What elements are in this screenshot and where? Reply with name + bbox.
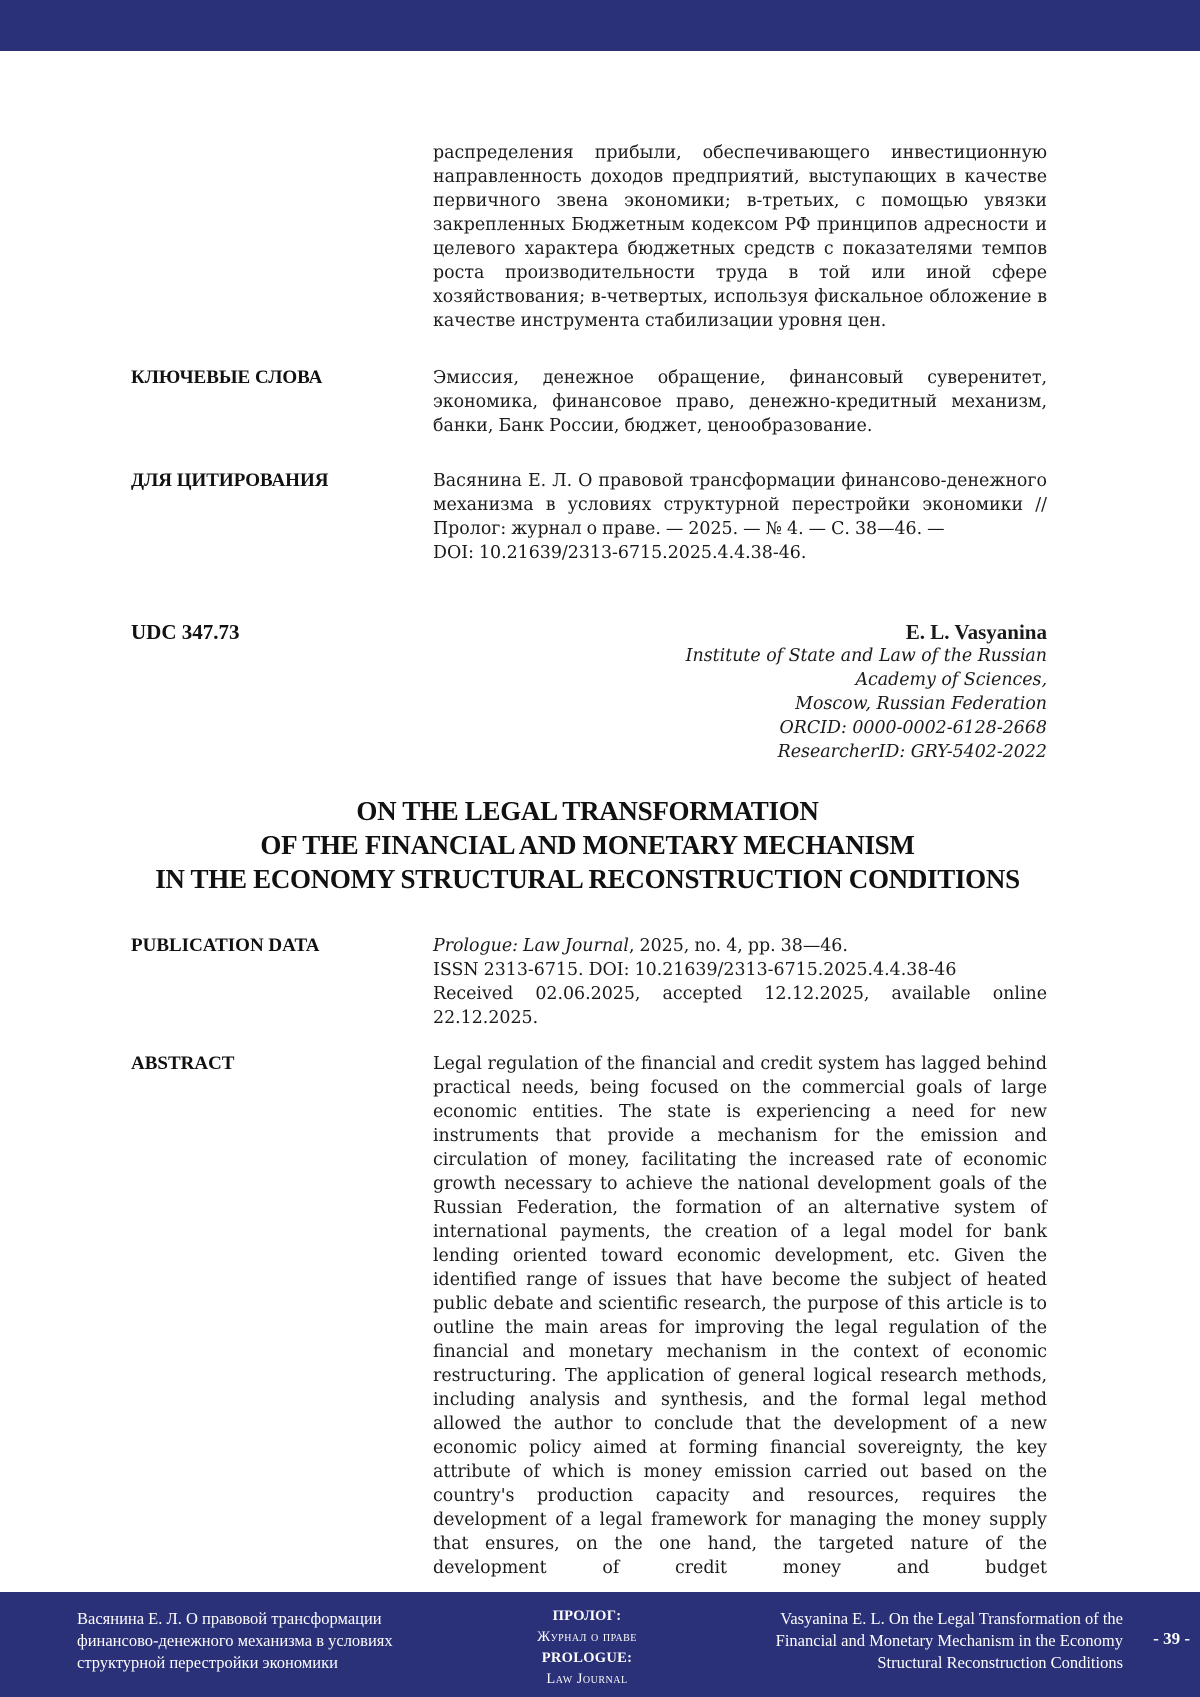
author-affiliation-line1: Institute of State and Law of the Russian	[685, 646, 1047, 666]
abstract-ru-continuation: распределения прибыли, обеспечивающего инвестиционную направленность доходов предприятий, выступающих в качестве первичного звена экономики; в-третьих, с помощью увязки закрепленных Бюджетным кодексом РФ принципов адресности и целевого характера бюджетных средств с показателями темпов роста производительности труда в той или иной сфере хозяйствования; в-четвертых, используя фискальное обложение в качестве инструмента стабилизации уровня цен.	[433, 143, 1047, 331]
abstract-text: Legal regulation of the financial and credit system has lagged behind practical needs, being focused on the commercial goals of large economic entities. The state is experiencing a need for new instruments that provide a mechanism for the emission and circulation of money, facilitating the increased rate of economic growth necessary to achieve the national development goals of the Russian Federation, the formation of an alternative system of international payments, the creation of a legal model for bank lending oriented toward economic development, etc. Given the identified range of issues that have become the subject of heated public debate and scientific research, the purpose of this article is to outline the main areas for improving the legal regulation of the financial and monetary mechanism in the context of economic restructuring. The application of general logical research methods, including analysis and synthesis, and the formal legal method allowed the author to conclude that the development of a new economic policy aimed at forming financial sovereignty, the key attribute of which is money emission carried out based on the country's production capacity and resources, requires the development of a legal framework for managing the money supply that ensures, on the one hand, the targeted nature of the development of credit money and budget	[433, 1054, 1047, 1578]
journal-name: Prologue: Law Journal	[433, 936, 629, 956]
footer-left-line: структурной перестройки экономики	[77, 1653, 338, 1672]
title-line-2: OF THE FINANCIAL AND MONETARY MECHANISM	[260, 830, 915, 860]
footer-journal-logo	[502, 1606, 672, 1690]
citation-doi[interactable]: DOI: 10.21639/2313-6715.2025.4.4.38-46.	[433, 543, 807, 563]
footer-left-line: Васянина Е. Л. О правовой трансформации	[77, 1609, 382, 1628]
udc-code: UDC 347.73	[131, 620, 240, 644]
author-city: Moscow, Russian Federation	[795, 694, 1047, 714]
journal-ru-title: ПРОЛОГ:	[552, 1608, 622, 1624]
publication-data-block	[433, 934, 1047, 1030]
footer-citation-ru	[77, 1608, 477, 1674]
page-number: - 39 -	[1153, 1629, 1190, 1648]
author-researcher-id[interactable]: ResearcherID: GRY-5402-2022	[777, 742, 1047, 762]
header-band	[0, 0, 1200, 51]
title-line-1: ON THE LEGAL TRANSFORMATION	[356, 796, 819, 826]
author-affiliation-line2: Academy of Sciences,	[855, 670, 1047, 690]
journal-en-title: PROLOGUE:	[541, 1650, 633, 1666]
journal-details: , 2025, no. 4, pp. 38—46.	[628, 936, 848, 956]
footer-right-line: Financial and Monetary Mechanism in the Economy	[775, 1631, 1123, 1650]
abstract-label: ABSTRACT	[131, 1053, 235, 1074]
footer-band	[0, 1592, 1200, 1697]
citation-block	[433, 469, 1047, 565]
citation-label: ДЛЯ ЦИТИРОВАНИЯ	[131, 470, 329, 491]
publication-data-label: PUBLICATION DATA	[131, 935, 320, 956]
footer-right-line: Structural Reconstruction Conditions	[877, 1653, 1123, 1672]
footer-right-line: Vasyanina E. L. On the Legal Transformation of the	[780, 1609, 1123, 1628]
author-name: E. L. Vasyanina	[905, 620, 1047, 644]
journal-ru-subtitle: Журнал о праве	[537, 1629, 637, 1645]
publication-dates: Received 02.06.2025, accepted 12.12.2025, available online 22.12.2025.	[433, 984, 1047, 1028]
author-orcid[interactable]: ORCID: 0000-0002-6128-2668	[779, 718, 1047, 738]
footer-left-line: финансово-денежного механизма в условиях	[77, 1631, 393, 1650]
citation-text: Васянина Е. Л. О правовой трансформации финансово-денежного механизма в условиях структурной перестройки экономики // Пролог: журнал о праве. — 2025. — № 4. — С. 38—46. —	[433, 471, 1047, 539]
footer-citation-en	[703, 1608, 1123, 1674]
keywords-label: КЛЮЧЕВЫЕ СЛОВА	[131, 367, 323, 388]
journal-en-subtitle: Law Journal	[546, 1671, 628, 1687]
author-block	[686, 620, 1047, 764]
keywords-text: Эмиссия, денежное обращение, финансовый суверенитет, экономика, финансовое право, денежно-кредитный механизм, банки, Банк России, бюджет, ценообразование.	[433, 368, 1047, 436]
issn-doi[interactable]: ISSN 2313-6715. DOI: 10.21639/2313-6715.2025.4.4.38-46	[433, 960, 957, 980]
article-title	[80, 794, 1095, 896]
title-line-3: IN THE ECONOMY STRUCTURAL RECONSTRUCTION CONDITIONS	[155, 864, 1020, 894]
